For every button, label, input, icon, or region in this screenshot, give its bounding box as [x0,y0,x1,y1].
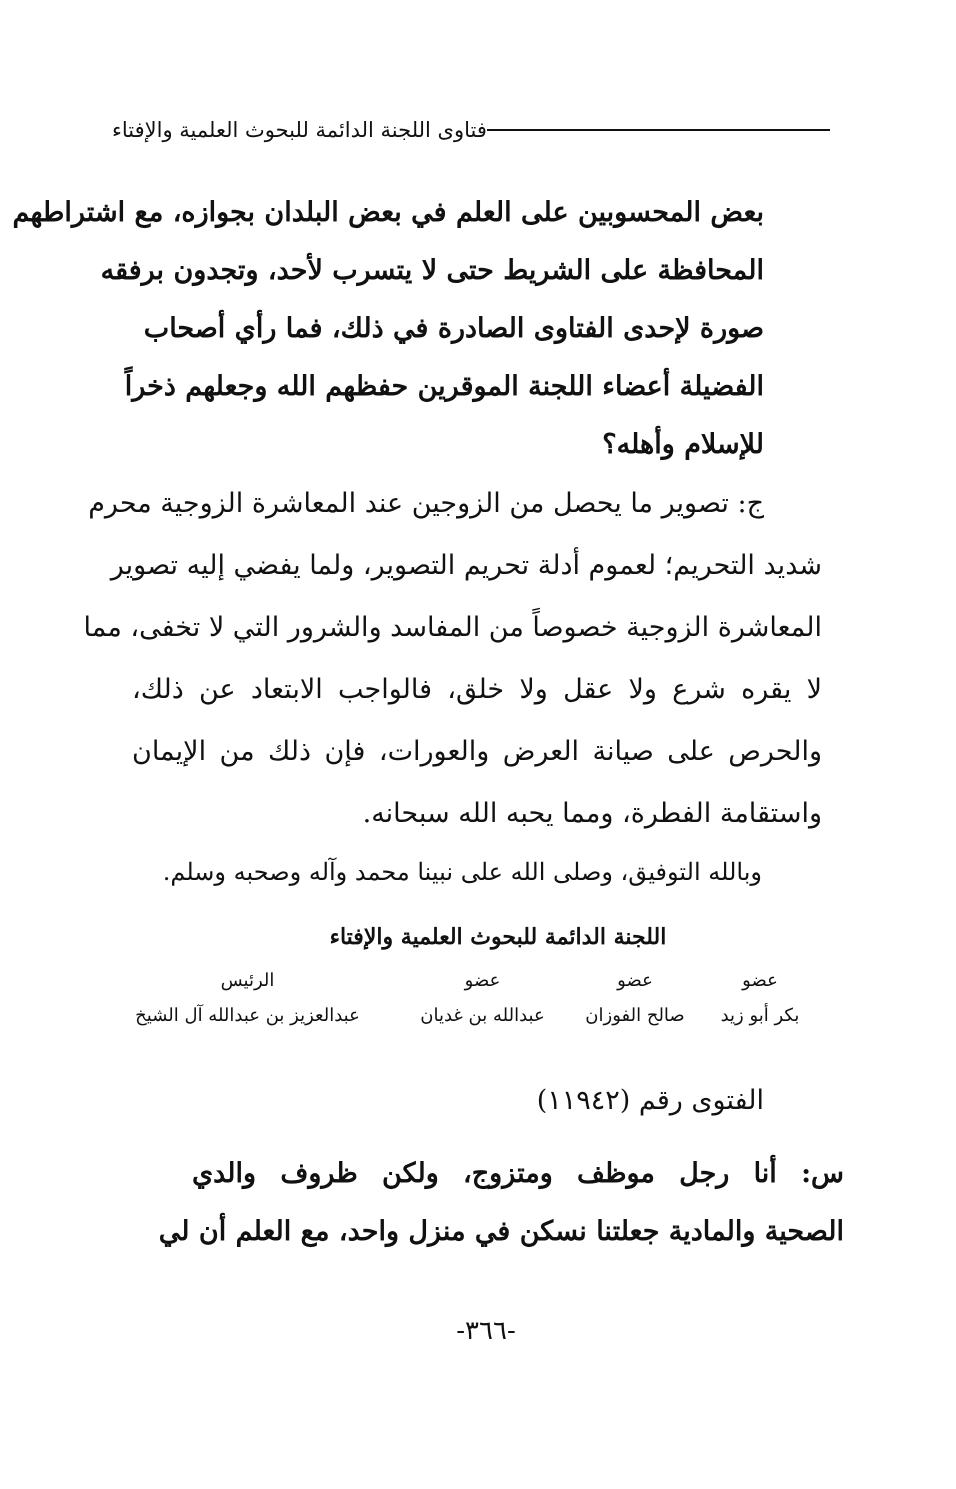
page-number: -٣٦٦- [456,1316,516,1346]
committee-name: اللجنة الدائمة للبحوث العلمية والإفتاء [329,924,667,950]
question-1-line: الفضيلة أعضاء اللجنة الموقرين حفظهم الله وجعلهم ذخراً [124,371,764,402]
answer-1-line: لا يقره شرع ولا عقل ولا خلق، فالواجب الابتعاد عن ذلك، [132,674,822,705]
question-2-line: س: أنا رجل موظف ومتزوج، ولكن ظروف والدي [192,1158,844,1189]
question-1 [12,184,764,474]
fatwa-number: الفتوى رقم (١١٩٤٢) [536,1085,764,1116]
question-1-line: بعض المحسوبين على العلم في بعض البلدان بجوازه، مع اشتراطهم [12,197,764,228]
running-header [112,118,844,142]
signature-role: عضو [617,970,653,991]
signature-name: عبدالعزيز بن عبدالله آل الشيخ [135,1005,360,1026]
question-2-line: الصحية والمادية جعلتنا نسكن في منزل واحد، مع العلم أن لي [158,1216,844,1247]
signatures-block [100,970,820,1026]
answer-1-line: ج: تصوير ما يحصل من الزوجين عند المعاشرة الزوجية محرم [88,488,764,519]
answer-1 [83,473,822,845]
answer-1-line: والحرص على صيانة العرض والعورات، فإن ذلك من الإيمان [132,736,822,767]
signature-role: عضو [742,970,778,991]
signature-name: بكر أبو زيد [720,1005,800,1026]
answer-1-line: المعاشرة الزوجية خصوصاً من المفاسد والشرور التي لا تخفى، مما [83,612,822,643]
question-2 [158,1145,844,1261]
signature-name: صالح الفوزان [585,1005,685,1026]
signature-role: عضو [464,970,501,991]
signature-role: الرئيس [220,970,275,991]
signature-name: عبدالله بن غديان [420,1005,545,1026]
header-rule [487,129,830,131]
answer-1-line: شديد التحريم؛ لعموم أدلة تحريم التصوير، ولما يفضي إليه تصوير [110,550,822,581]
answer-1-line: واستقامة الفطرة، ومما يحبه الله سبحانه. [362,798,822,829]
question-1-line: المحافظة على الشريط حتى لا يتسرب لأحد، وتجدون برفقه [100,255,764,286]
running-title: فتاوى اللجنة الدائمة للبحوث العلمية والإفتاء [112,118,487,142]
question-1-line: صورة لإحدى الفتاوى الصادرة في ذلك، فما رأي أصحاب [143,313,764,344]
question-1-line: للإسلام وأهله؟ [602,429,764,460]
closing-line: وبالله التوفيق، وصلى الله على نبينا محمد وآله وصحبه وسلم. [162,858,762,886]
